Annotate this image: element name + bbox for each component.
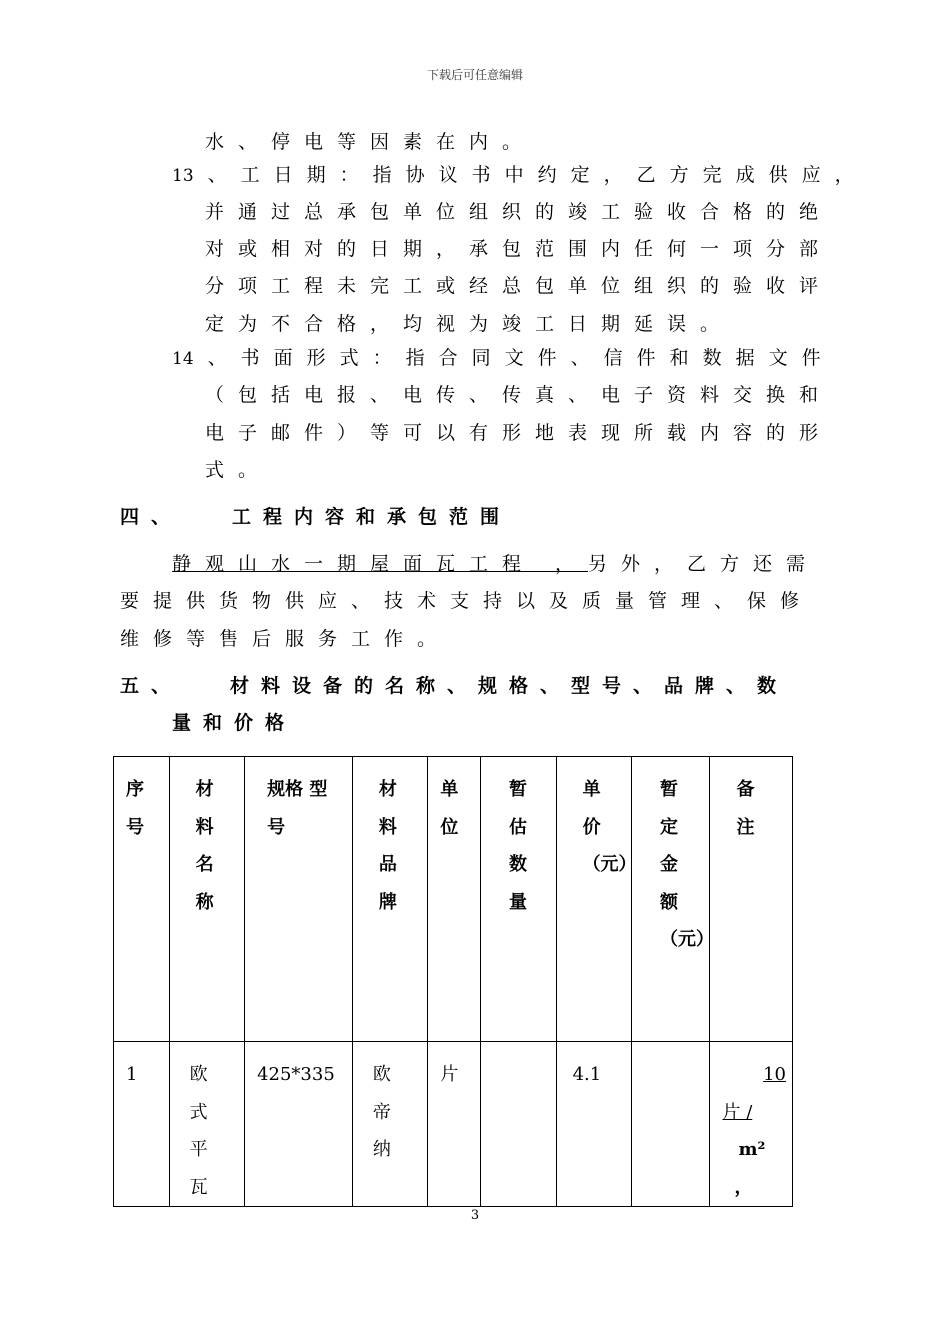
body-line: 要提供货物供应、技术支持以及质量管理、保修 xyxy=(120,590,814,612)
item-text: 、工日期：指协议书中约定，乙方完成供应， xyxy=(207,164,868,186)
section-title: 材料设备的名称、规格、型号、品牌、数 xyxy=(230,675,789,697)
note-line: 10 xyxy=(763,1064,786,1085)
table-header-row xyxy=(114,757,793,1042)
body-line: 对或相对的日期，承包范围内任何一项分部 xyxy=(205,238,833,260)
body-line: 水、停电等因素在内。 xyxy=(205,131,536,153)
body-line: 式。 xyxy=(205,459,272,481)
header-cell: 单价（元） xyxy=(556,757,631,1042)
note-line: ， xyxy=(734,1176,753,1198)
cell-note xyxy=(710,1042,793,1207)
header-cell: 规格 型号 xyxy=(245,757,353,1042)
header-cell: 材料品牌 xyxy=(352,757,427,1042)
body-line: 维修等售后服务工作。 xyxy=(120,628,451,650)
list-item-13 xyxy=(172,163,868,188)
page-number: 3 xyxy=(470,1208,480,1223)
header-cell: 材料名称 xyxy=(169,757,244,1042)
body-line: 电子邮件）等可以有形地表现所载内容的形 xyxy=(205,422,833,444)
cell-unit: 片 xyxy=(428,1042,481,1207)
section-4-paragraph xyxy=(172,552,819,576)
item-number: 14 xyxy=(172,349,194,369)
cell-price: 4.1 xyxy=(556,1042,631,1207)
cell-no: 1 xyxy=(114,1042,170,1207)
body-line: 并通过总承包单位组织的竣工验收合格的绝 xyxy=(205,201,833,223)
body-line: （包括电报、电传、传真、电子资料交换和 xyxy=(205,384,833,406)
table-row xyxy=(114,1042,793,1207)
header-cell: 暂估数量 xyxy=(481,757,557,1042)
section-number: 五、 xyxy=(120,675,183,697)
section-number: 四、 xyxy=(120,506,183,528)
header-cell: 单位 xyxy=(428,757,481,1042)
project-name: 静观山水一期屋面瓦工程 ， xyxy=(172,553,589,575)
page-header: 下载后可任意编辑 xyxy=(426,68,523,82)
section-5-heading-cont: 量和价格 xyxy=(172,712,297,734)
cell-qty xyxy=(481,1042,557,1207)
header-cell: 暂定金额（元） xyxy=(632,757,710,1042)
section-4-heading xyxy=(120,505,511,529)
list-item-14 xyxy=(172,346,835,371)
header-cell: 序号 xyxy=(114,757,170,1042)
materials-table xyxy=(113,756,793,1207)
body-line: 定为不合格，均视为竣工日期延误。 xyxy=(205,313,734,335)
paragraph-text: 另外，乙方还需 xyxy=(588,553,820,575)
cell-name: 欧式平瓦 xyxy=(169,1042,244,1207)
section-5-heading xyxy=(120,674,788,698)
note-line: 片 / xyxy=(722,1101,753,1123)
item-number: 13 xyxy=(172,166,194,186)
body-line: 分项工程未完工或经总包单位组织的验收评 xyxy=(205,275,833,297)
item-text: 、书面形式：指合同文件、信件和数据文件 xyxy=(207,347,835,369)
cell-brand: 欧帝纳 xyxy=(352,1042,427,1207)
cell-amount xyxy=(632,1042,710,1207)
header-cell: 备注 xyxy=(710,757,793,1042)
note-line: m² xyxy=(738,1139,766,1160)
cell-spec: 425*335 xyxy=(245,1042,353,1207)
section-title: 工程内容和承包范围 xyxy=(232,506,512,528)
